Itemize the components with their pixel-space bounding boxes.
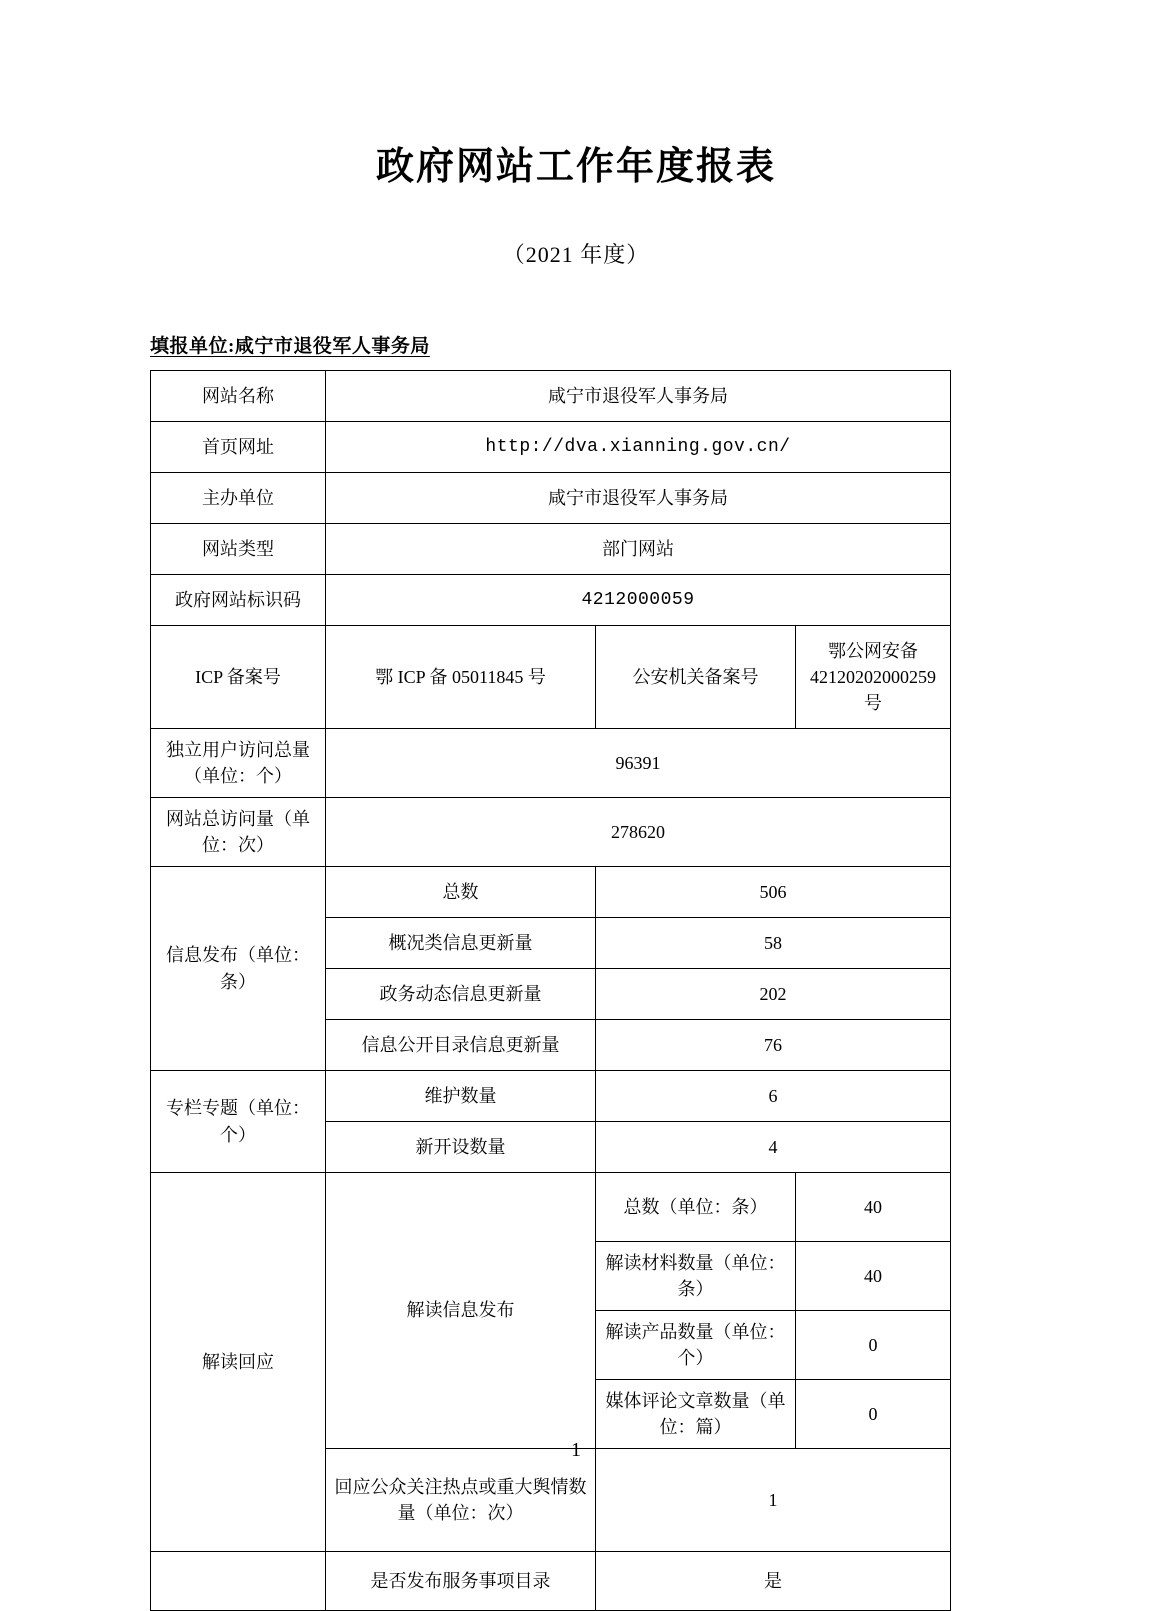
service-catalog-value: 是 <box>596 1552 951 1611</box>
table-row <box>151 575 951 626</box>
column-special-row-value: 6 <box>596 1071 951 1122</box>
table-row <box>151 473 951 524</box>
page-title: 政府网站工作年度报表 <box>375 144 776 188</box>
unique-users-value: 96391 <box>326 729 951 798</box>
site-type-value: 部门网站 <box>326 524 951 575</box>
interpretation-row-name: 媒体评论文章数量（单位：篇） <box>596 1380 796 1449</box>
empty-cell <box>151 1552 326 1611</box>
homepage-label: 首页网址 <box>151 422 326 473</box>
interpretation-row-value: 0 <box>796 1311 951 1380</box>
table-row <box>151 1173 951 1242</box>
total-visits-label: 网站总访问量（单位：次） <box>151 798 326 867</box>
info-release-row-value: 506 <box>596 867 951 918</box>
total-visits-value: 278620 <box>326 798 951 867</box>
interpretation-release-label: 解读信息发布 <box>326 1173 596 1449</box>
info-release-row-name: 概况类信息更新量 <box>326 918 596 969</box>
info-release-row-name: 信息公开目录信息更新量 <box>326 1020 596 1071</box>
icp-label: ICP 备案号 <box>151 626 326 729</box>
interpretation-row-value: 40 <box>796 1242 951 1311</box>
table-row <box>151 422 951 473</box>
info-release-row-name: 政务动态信息更新量 <box>326 969 596 1020</box>
table-row <box>151 1071 951 1122</box>
interpretation-row-name: 解读产品数量（单位：个） <box>596 1311 796 1380</box>
site-type-label: 网站类型 <box>151 524 326 575</box>
column-special-row-name: 维护数量 <box>326 1071 596 1122</box>
column-special-label: 专栏专题（单位：个） <box>151 1071 326 1173</box>
homepage-value: http://dva.xianning.gov.cn/ <box>326 422 951 473</box>
reporting-unit: 填报单位:咸宁市退役军人事务局 <box>150 336 430 357</box>
sponsor-value: 咸宁市退役军人事务局 <box>326 473 951 524</box>
info-release-row-name: 总数 <box>326 867 596 918</box>
info-release-row-value: 58 <box>596 918 951 969</box>
interpretation-row-value: 0 <box>796 1380 951 1449</box>
table-row <box>151 1552 951 1611</box>
annual-report-table <box>150 370 951 1611</box>
interpretation-row-value: 40 <box>796 1173 951 1242</box>
icp-value: 鄂 ICP 备 05011845 号 <box>326 626 596 729</box>
unique-users-label: 独立用户访问总量（单位：个） <box>151 729 326 798</box>
police-record-label: 公安机关备案号 <box>596 626 796 729</box>
table-row <box>151 798 951 867</box>
interpretation-label: 解读回应 <box>151 1173 326 1552</box>
site-name-value: 咸宁市退役军人事务局 <box>326 371 951 422</box>
info-release-row-value: 202 <box>596 969 951 1020</box>
service-catalog-label: 是否发布服务事项目录 <box>326 1552 596 1611</box>
table-row <box>151 626 951 729</box>
page-number: 1 <box>571 1439 581 1461</box>
interpretation-row-name: 解读材料数量（单位：条） <box>596 1242 796 1311</box>
info-release-row-value: 76 <box>596 1020 951 1071</box>
site-code-label: 政府网站标识码 <box>151 575 326 626</box>
sponsor-label: 主办单位 <box>151 473 326 524</box>
hotspot-response-value: 1 <box>596 1449 951 1552</box>
table-row <box>151 524 951 575</box>
table-row <box>151 729 951 798</box>
page-subtitle: （2021 年度） <box>502 242 650 267</box>
table-row <box>151 867 951 918</box>
site-code-value: 4212000059 <box>326 575 951 626</box>
table-row <box>151 371 951 422</box>
info-release-label: 信息发布（单位：条） <box>151 867 326 1071</box>
column-special-row-value: 4 <box>596 1122 951 1173</box>
hotspot-response-label: 回应公众关注热点或重大舆情数量（单位：次） <box>326 1449 596 1552</box>
site-name-label: 网站名称 <box>151 371 326 422</box>
police-record-value: 鄂公网安备 42120202000259 号 <box>796 626 951 729</box>
column-special-row-name: 新开设数量 <box>326 1122 596 1173</box>
interpretation-row-name: 总数（单位：条） <box>596 1173 796 1242</box>
